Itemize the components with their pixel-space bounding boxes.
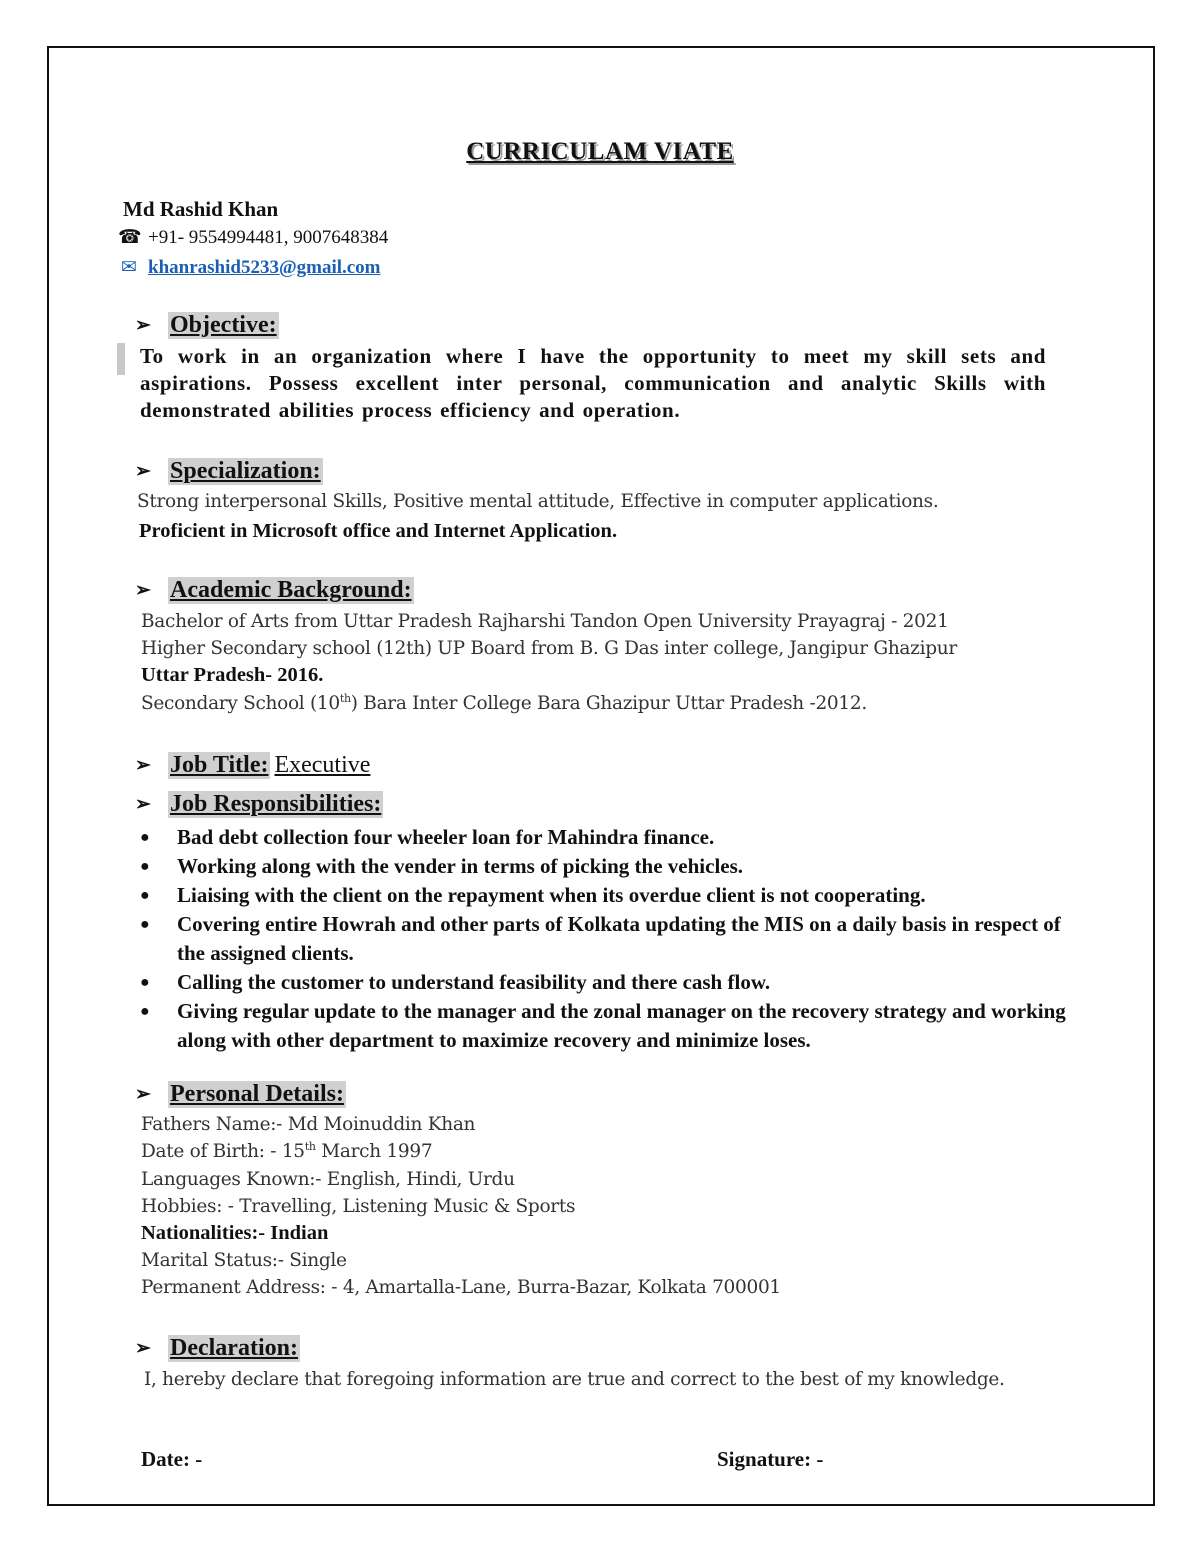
objective-heading: [135, 312, 279, 339]
objective-heading-label: Objective:: [170, 312, 277, 338]
academic-heading: [135, 577, 414, 604]
list-item-text: Bad debt collection four wheeler loan for Mahindra finance.: [177, 825, 715, 849]
specialization-line-1: Strong interpersonal Skills, Positive mental attitude, Effective in computer applications.: [137, 491, 939, 512]
bullet-icon: ●: [140, 829, 150, 846]
arrow-bullet-icon: ➢: [135, 461, 151, 482]
academic-heading-label: Academic Background:: [170, 577, 412, 603]
list-item-text: Calling the customer to understand feasibility and there cash flow.: [177, 970, 771, 994]
candidate-name: Md Rashid Khan: [123, 197, 279, 221]
list-item: [140, 910, 1070, 968]
list-item: [140, 823, 1070, 852]
arrow-bullet-icon: ➢: [135, 794, 151, 815]
fathers-name: Fathers Name:- Md Moinuddin Khan: [141, 1114, 476, 1135]
academic-line-1: Bachelor of Arts from Uttar Pradesh Rajharshi Tandon Open University Prayagraj - 2021: [141, 611, 949, 632]
academic-line-4: [141, 690, 867, 717]
arrow-bullet-icon: ➢: [135, 1338, 151, 1359]
date-of-birth-text: Date of Birth: - 15: [141, 1141, 305, 1162]
arrow-bullet-icon: ➢: [135, 1084, 151, 1105]
date-of-birth: [141, 1138, 432, 1165]
academic-line-4-text-end: ) Bara Inter College Bara Ghazipur Uttar Pradesh -2012.: [350, 693, 867, 714]
list-item: [140, 968, 1070, 997]
list-item-text: Liaising with the client on the repayment when its overdue client is not cooperating.: [177, 883, 926, 907]
job-title-heading-label: Job Title:: [170, 752, 269, 778]
specialization-heading: [135, 458, 323, 485]
job-title-heading: [135, 752, 370, 779]
academic-line-2: Higher Secondary school (12th) UP Board from B. G Das inter college, Jangipur Ghazipur: [141, 638, 957, 659]
responsibilities-heading: [135, 791, 383, 818]
bullet-icon: ●: [140, 916, 150, 933]
date-label: Date: -: [141, 1447, 203, 1471]
declaration-heading: [135, 1335, 300, 1362]
academic-line-4-text: Secondary School (10: [141, 693, 340, 714]
objective-text: To work in an organization where I have the opportunity to meet my skill sets and aspirations. Possess excellent inter personal, communication and analytic Skills with demonstrated abilities process efficiency and operation.: [140, 344, 1046, 422]
date-of-birth-text-end: March 1997: [315, 1141, 433, 1162]
specialization-heading-label: Specialization:: [170, 458, 321, 484]
bullet-icon: ●: [140, 887, 150, 904]
bullet-icon: ●: [140, 858, 150, 875]
envelope-icon: ✉: [121, 257, 137, 278]
permanent-address: Permanent Address: - 4, Amartalla-Lane, Burra-Bazar, Kolkata 700001: [141, 1277, 781, 1298]
hobbies: Hobbies: - Travelling, Listening Music & Sports: [141, 1196, 576, 1217]
bullet-icon: ●: [140, 974, 150, 991]
list-item-text: Covering entire Howrah and other parts of Kolkata updating the MIS on a daily basis in respect of the assigned clients.: [177, 912, 1061, 965]
responsibilities-heading-label: Job Responsibilities:: [170, 791, 382, 817]
list-item-text: Working along with the vender in terms of picking the vehicles.: [177, 854, 744, 878]
list-item: [140, 852, 1070, 881]
list-item: [140, 997, 1070, 1055]
declaration-heading-label: Declaration:: [170, 1335, 298, 1361]
academic-line-3: Uttar Pradesh- 2016.: [141, 664, 324, 686]
arrow-bullet-icon: ➢: [135, 755, 151, 776]
academic-line-4-superscript: th: [339, 691, 351, 705]
declaration-text: I, hereby declare that foregoing information are true and correct to the best of my knowledge.: [144, 1369, 1005, 1390]
responsibilities-list: [140, 823, 1070, 1055]
phone-numbers: +91- 9554994481, 9007648384: [148, 226, 389, 248]
telephone-icon: ☎: [118, 227, 142, 248]
signature-label: Signature: -: [717, 1447, 824, 1471]
languages-known: Languages Known:- English, Hindi, Urdu: [141, 1169, 515, 1190]
arrow-bullet-icon: ➢: [135, 580, 151, 601]
nationality: Nationalities:- Indian: [141, 1222, 329, 1244]
phone-line: [118, 226, 388, 249]
bullet-icon: ●: [140, 1003, 150, 1020]
list-item: [140, 881, 1070, 910]
job-title-value: Executive: [274, 752, 371, 778]
document-title: CURRICULAM VIATE: [466, 138, 734, 165]
marital-status: Marital Status:- Single: [141, 1250, 347, 1271]
list-item-text: Giving regular update to the manager and the zonal manager on the recovery strategy and working along with other department to maximize recovery and minimize loses.: [177, 999, 1066, 1052]
personal-details-heading: [135, 1081, 346, 1108]
change-bar: [117, 343, 125, 375]
date-of-birth-superscript: th: [304, 1139, 316, 1153]
email-line: [118, 256, 381, 279]
email-link[interactable]: khanrashid5233@gmail.com: [148, 256, 381, 278]
arrow-bullet-icon: ➢: [135, 315, 151, 336]
specialization-line-2: Proficient in Microsoft office and Internet Application.: [139, 520, 618, 542]
personal-details-heading-label: Personal Details:: [170, 1081, 344, 1107]
